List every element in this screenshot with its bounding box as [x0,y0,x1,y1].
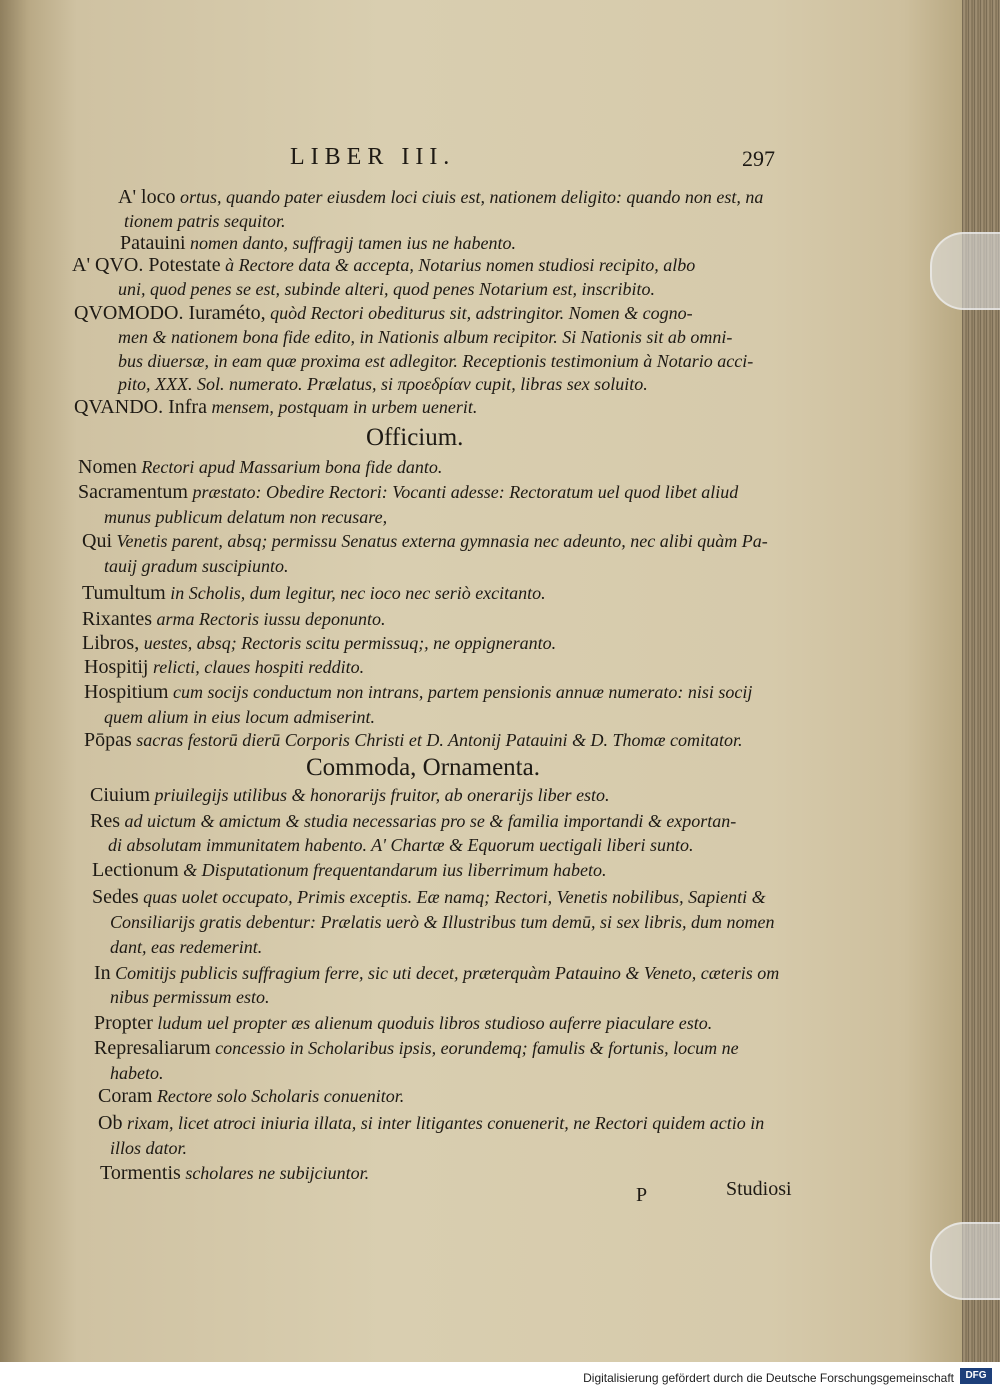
text-line: Hospitij relicti, claues hospiti reddito. [84,656,365,678]
text-line: Pōpas sacras festorū dierū Corporis Christi et D. Antonij Patauini & D. Thomæ comitator. [84,729,743,751]
text-line: tauij gradum suscipiunto. [104,556,289,576]
footer-credit: Digitalisierung gefördert durch die Deutsche Forschungsgemeinschaft [583,1371,954,1385]
text-line: Ob rixam, licet atroci iniuria illata, si inter litigantes conuenerit, ne Rectori quidem actio in [98,1112,765,1134]
text-line: tionem patris sequitor. [124,211,286,231]
page-edges [962,0,1000,1362]
page-number: 297 [742,146,775,171]
text-line: QVOMODO. Iuraméto, quòd Rectori obediturus sit, adstringitor. Nomen & cogno- [74,302,693,324]
text-line: A' QVO. Potestate à Rectore data & accepta, Notarius nomen studiosi recipito, albo [72,254,696,276]
text-line: pito, XXX. Sol. numerato. Prælatus, si προεδρίαν cupit, libras sex soluito. [118,374,648,394]
text-line: Represaliarum concessio in Scholaribus ipsis, eorundemq; famulis & fortunis, locum ne [94,1037,739,1059]
text-line: Tormentis scholares ne subijciuntor. [100,1162,370,1184]
catchword: Studiosi [726,1178,792,1200]
text-line: illos dator. [110,1138,188,1158]
text-line: Sedes quas uolet occupato, Primis exceptis. Eæ namq; Rectori, Venetis nobilibus, Sapienti & [92,886,766,908]
text-line: Hospitium cum socijs conductum non intrans, partem pensionis annuæ numerato: nisi socij [84,681,753,703]
text-line: In Comitijs publicis suffragium ferre, sic uti decet, præterquàm Patauino & Veneto, cæteris om [94,962,780,984]
text-line: men & nationem bona fide edito, in Nationis album recipitor. Si Nationis sit ab omni- [118,327,733,347]
footer-bar [0,1362,1000,1392]
text-line: uni, quod penes se est, subinde alteri, quod penes Notarium est, inscribito. [118,279,655,299]
section-heading-commoda: Commoda, Ornamenta. [306,754,540,781]
text-line: Coram Rectore solo Scholaris conuenitor. [98,1085,405,1107]
signature-mark: P [636,1184,648,1206]
text-line: Propter ludum uel propter æs alienum quoduis libros studioso auferre piaculare esto. [94,1012,713,1034]
text-line: A' loco ortus, quando pater eiusdem loci ciuis est, nationem deligito: quando non est, na [118,186,764,208]
text-line: Consiliarijs gratis debentur: Prælatis uerò & Illustribus tum demū, si sex libris, dum nomen [110,912,775,932]
text-line: Nomen Rectori apud Massarium bona fide danto. [78,456,443,478]
text-line: Qui Venetis parent, absq; permissu Senatus externa gymnasia nec adeunto, nec alibi quàm Pa- [82,530,768,552]
running-title: LIBER III. [290,144,456,170]
text-line: Patauini nomen danto, suffragij tamen ius ne habento. [120,232,517,254]
text-line: Lectionum & Disputationum frequentandarum ius liberrimum habeto. [92,859,607,881]
text-line: di absolutam immunitatem habento. A' Chartæ & Equorum uectigali liberi sunto. [108,835,694,855]
page-clip-top [930,232,1000,310]
text-line: Res ad uictum & amictum & studia necessarias pro se & familia importandi & exportan- [90,810,737,832]
text-line: QVANDO. Infra mensem, postquam in urbem uenerit. [74,396,478,418]
text-line: bus diuersæ, in eam quæ proxima est adlegitor. Receptionis testimonium à Notario acci- [118,351,754,371]
dfg-logo: DFG [960,1368,992,1384]
text-line: dant, eas redemerint. [110,937,263,957]
text-line: Rixantes arma Rectoris iussu deponunto. [82,608,386,630]
page-clip-bottom [930,1222,1000,1300]
text-line: Ciuium priuilegijs utilibus & honorarijs fruitor, ab onerarijs liber esto. [90,784,610,806]
text-line: nibus permissum esto. [110,987,270,1007]
text-line: Tumultum in Scholis, dum legitur, nec ioco nec seriò excitanto. [82,582,546,604]
text-line: Libros, uestes, absq; Rectoris scitu permissuq;, ne oppigneranto. [82,632,557,654]
section-heading-officium: Officium. [366,424,464,451]
text-line: Sacramentum præstato: Obedire Rectori: Vocanti adesse: Rectoratum uel quod libet aliud [78,481,739,503]
text-line: habeto. [110,1063,164,1083]
text-line: munus publicum delatum non recusare, [104,507,388,527]
text-line: quem alium in eius locum admiserint. [104,707,375,727]
